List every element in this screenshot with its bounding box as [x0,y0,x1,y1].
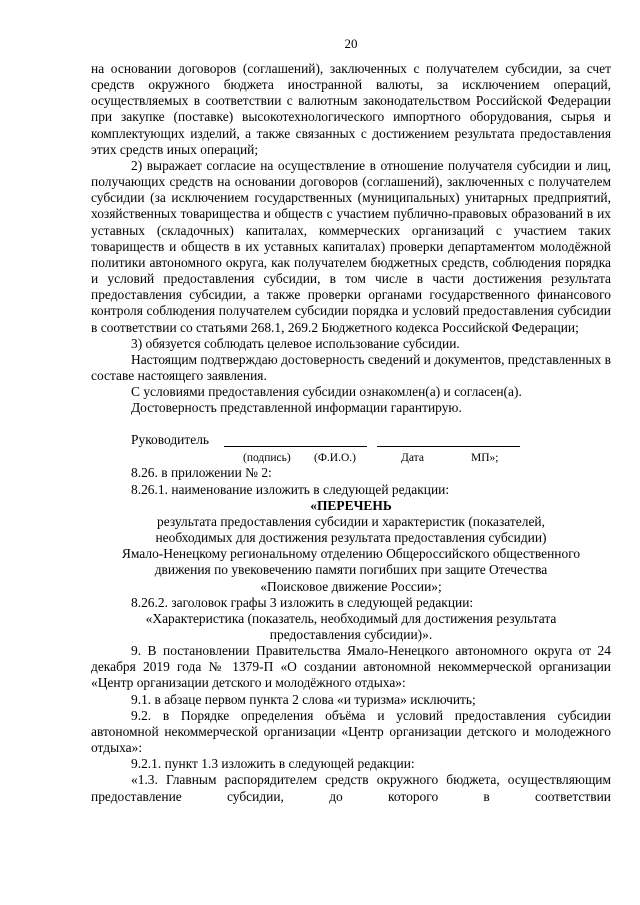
column-title-line-1: «Характеристика (показатель, необходимый для достижения результата [145,610,557,626]
signature-captions [91,450,611,465]
paragraph-consent-inspection: 2) выражает согласие на осуществление в отношение получателя субсидии и лиц, получающих средств на основании договоров (соглашений), заключенных с получателем субсидии (за исключением государственных (муниципальных) унитарных предприятий, хозяйственных товарищества и обществ с участием публично-правовых образований в их уставных (складочных) капиталах, коммерческих организаций с участием таких товариществ и обществ в их уставных капиталах) проверки департаментом молодёжной политики автономного округа, как получателем бюджетных средств, соблюдения порядка и условий предоставления субсидии, в том числе в части достижения результата предоставления субсидии, а также проверки органами государственного финансового контроля соблюдения получателем субсидии порядка и условий предоставления субсидии в соответствии со статьями 268.1, 269.2 Бюджетного кодекса Российской Федерации; [91,157,611,335]
paragraph-9-2: 9.2. в Порядке определения объёма и условий предоставления субсидии автономной некоммерческой организации «Центр организации детского и молодежного отдыха»: [91,707,611,756]
signature-row [91,432,611,450]
paragraph-9-1: 9.1. в абзаце первом пункта 2 слова «и туризма» исключить; [131,691,476,707]
list-subtitle-line-4: движения по увековечению памяти погибших при защите Отечества [154,562,548,578]
paragraph-acquainted: С условиями предоставления субсидии ознакомлен(а) и согласен(а). [131,384,522,400]
paragraph-confirm-reliability: Настоящим подтверждаю достоверность сведений и документов, представленных в составе настоящего заявления. [91,351,611,383]
column-title-line-2: предоставления субсидии)». [269,627,433,642]
caption-date: Дата [401,452,424,465]
signature-line [224,446,367,447]
name-line [377,446,520,447]
caption-seal: МП»; [471,452,499,465]
paragraph-guarantee: Достоверность представленной информации гарантирую. [131,400,462,416]
page-number: 20 [344,36,358,51]
paragraph-targeted-use: 3) обязуется соблюдать целевое использование субсидии. [131,335,460,351]
paragraph-8-26-1: 8.26.1. наименование изложить в следующей редакции: [131,481,450,497]
caption-signature: (подпись) [243,452,291,465]
paragraph-currency-operations: на основании договоров (соглашений), заключенных с получателем субсидии, за счет средств окружного бюджета иностранной валюты, за исключением операций, осуществляемых в соответствии с валютным законодательством Российской Федерации при закупке (поставке) высокотехнологического импортного оборудования, сырья и комплектующих изделий, а также связанных с достижением результата предоставления этих средств иных операций; [91,61,611,157]
signature-label: Руководитель [131,432,210,448]
list-subtitle-line-3: Ямало-Ненецкому региональному отделению Общероссийского общественного [121,546,581,562]
list-subtitle-line-1: результата предоставления субсидии и характеристик (показателей, [157,513,545,529]
paragraph-9-2-1: 9.2.1. пункт 1.3 изложить в следующей редакции: [131,756,415,772]
list-subtitle-line-2: необходимых для достижения результата предоставления субсидии) [155,530,547,546]
list-subtitle-line-5: «Поисковое движение России»; [260,578,442,594]
paragraph-9: 9. В постановлении Правительства Ямало-Ненецкого автономного округа от 24 декабря 2019 года № 1379-П «О создании автономной некоммерческой организации «Центр организации детского и молодёжного отдыха»: [91,643,611,691]
blank-line [91,416,611,432]
caption-name: (Ф.И.О.) [314,452,356,465]
paragraph-1-3: «1.3. Главным распорядителем средств окружного бюджета, осуществляющим предоставление субсидии, до которого в соответствии [91,772,611,804]
document-body [91,61,611,805]
list-title: «ПЕРЕЧЕНЬ [310,497,392,513]
paragraph-8-26-2: 8.26.2. заголовок графы 3 изложить в следующей редакции: [131,594,474,610]
paragraph-8-26: 8.26. в приложении № 2: [131,465,272,481]
